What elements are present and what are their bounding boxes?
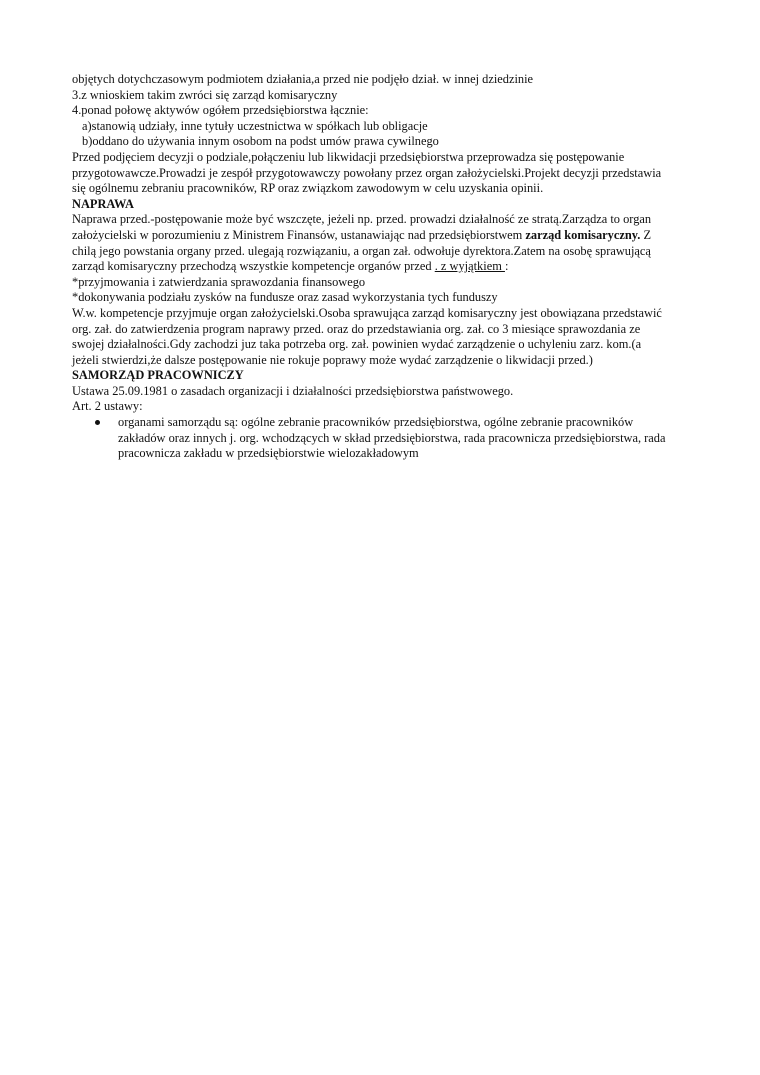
sub-item: a)stanowią udziały, inne tytuły uczestnictwa w spółkach lub obligacje (82, 118, 428, 133)
text-span: zarząd komisaryczny przechodzą wszystkie kompetencje organów przed (72, 259, 435, 274)
underlined-term: . z wyjątkiem (434, 259, 505, 274)
text-line (72, 228, 692, 244)
document-page (72, 72, 692, 462)
list-item (72, 415, 692, 462)
section-heading-samorzad: SAMORZĄD PRACOWNICZY (72, 368, 244, 383)
text-span: Z (640, 227, 652, 242)
section-heading-naprawa: NAPRAWA (72, 196, 134, 211)
sub-item: b)oddano do używania innym osobom na podst umów prawa cywilnego (82, 134, 439, 149)
text-line: pracownicza zakładu w przedsiębiorstwie wielozakładowym (118, 446, 419, 461)
bullet-list (72, 415, 692, 462)
bold-term: zarząd komisaryczny. (525, 227, 641, 242)
text-line: 3.z wnioskiem takim zwróci się zarząd komisaryczny (72, 87, 338, 102)
paragraph-podzial (72, 150, 692, 197)
text-line: objętych dotychczasowym podmiotem działania,a przed nie podjęło dział. w innej dziedzinie (72, 72, 534, 86)
text-line: Naprawa przed.-postępowanie może być wszczęte, jeżeli np. przed. prowadzi działalność ze stratą.Zarządza to organ (72, 212, 652, 227)
text-line: org. zał. do zatwierdzenia program naprawy przed. oraz do przedstawiania org. zał. co 3 miesiące sprawozdania ze (72, 321, 641, 336)
paragraph-ww (72, 306, 692, 368)
text-span: : (504, 259, 509, 274)
text-span: założycielski w porozumieniu z Ministrem Finansów, ustanawiając nad przedsiębiorstwem (72, 227, 526, 242)
bullet-dot-icon (95, 420, 100, 425)
text-line: przygotowawcze.Prowadzi je zespół przygotowawczy powołany przez organ założycielski.Projekt decyzji przedstawia (72, 165, 662, 180)
star-item: *przyjmowania i zatwierdzania sprawozdania finansowego (72, 274, 366, 289)
text-line: swojej działalności.Gdy zachodzi juz taka potrzeba org. zał. powinien wydać zarządzenie o uchyleniu zarz. kom.(a (72, 337, 642, 352)
text-line: Przed podjęciem decyzji o podziale,połączeniu lub likwidacji przedsiębiorstwa przeprowadza się postępowanie (72, 149, 625, 164)
text-line: organami samorządu są: ogólne zebranie pracowników przedsiębiorstwa, ogólne zebranie pracowników (118, 415, 634, 430)
art-line: Art. 2 ustawy: (72, 399, 143, 414)
star-item: *dokonywania podziału zysków na fundusze oraz zasad wykorzystania tych funduszy (72, 290, 498, 305)
text-line: chilą jego powstania organy przed. ulegają rozwiązaniu, a organ zał. odwołuje dyrektora.Zatem na osobę sprawującą (72, 243, 651, 258)
ustawa-line: Ustawa 25.09.1981 o zasadach organizacji i działalności przedsiębiorstwa państwowego. (72, 383, 514, 398)
text-line: jeżeli stwierdzi,że dalsze postępowanie nie rokuje poprawy może wydać zarządzenie o likwidacji przed.) (72, 352, 593, 367)
paragraph-naprawa (72, 212, 692, 274)
text-line: W.w. kompetencje przyjmuje organ założycielski.Osoba sprawująca zarząd komisaryczny jest obowiązana przedstawić (72, 305, 662, 320)
text-line: 4.ponad połowę aktywów ogółem przedsiębiorstwa łącznie: (72, 103, 369, 118)
text-line (72, 259, 692, 275)
text-line: się ogólnemu zebraniu pracowników, RP oraz związkom zawodowym w celu uzyskania opinii. (72, 181, 544, 196)
text-line: zakładów oraz innych j. org. wchodzących w skład przedsiębiorstwa, rada pracownicza przedsiębiorstwa, rada (118, 430, 666, 445)
